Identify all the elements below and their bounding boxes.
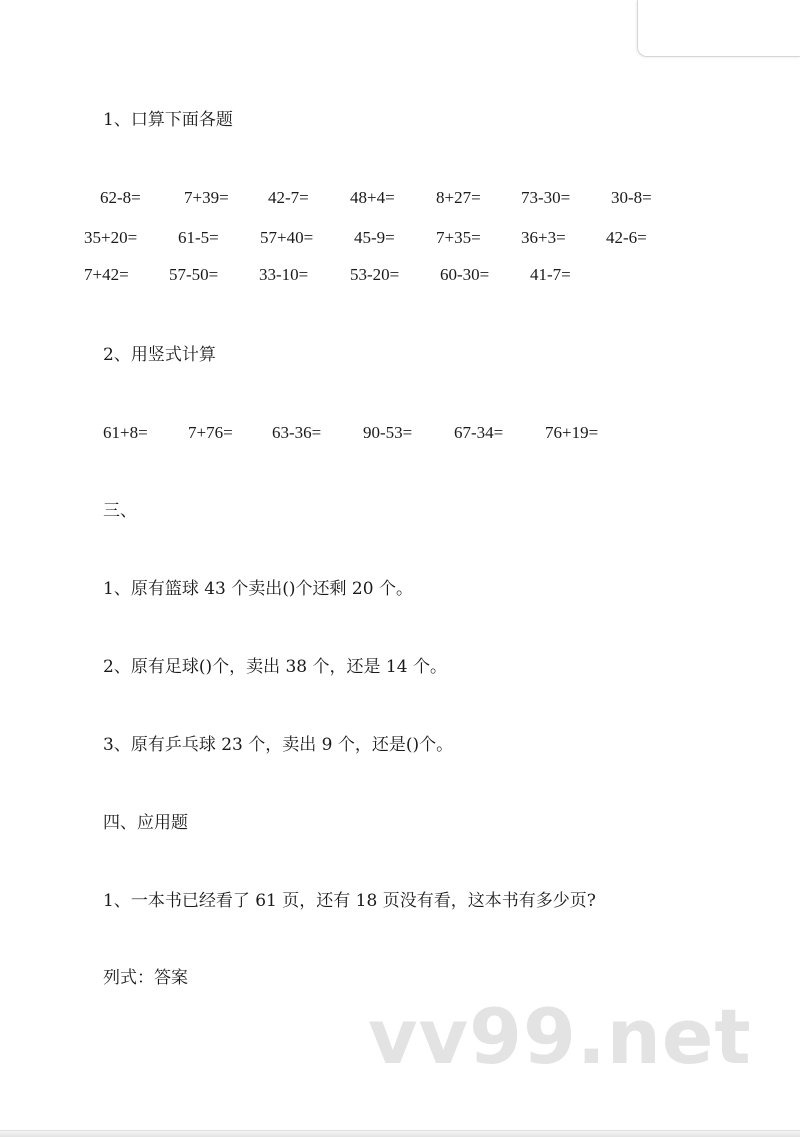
math-item: 8+27= — [436, 188, 481, 207]
page-corner-tab — [637, 0, 800, 57]
fill-question: 1、原有篮球 43 个卖出()个还剩 20 个。 — [103, 579, 413, 599]
watermark-text: vv99.net — [368, 992, 752, 1081]
math-item: 42-7= — [268, 188, 309, 207]
answer-label: 列式：答案 — [103, 968, 188, 988]
math-item: 7+39= — [184, 188, 229, 207]
math-item: 62-8= — [100, 188, 141, 207]
math-item: 7+42= — [84, 265, 129, 284]
math-item: 48+4= — [350, 188, 395, 207]
section1-heading: 1、口算下面各题 — [103, 110, 233, 130]
calc-item: 61+8= — [103, 423, 148, 442]
math-item: 57+40= — [260, 228, 314, 247]
math-item: 41-7= — [530, 265, 571, 284]
math-item: 42-6= — [606, 228, 647, 247]
calc-item: 7+76= — [188, 423, 233, 442]
calc-item: 63-36= — [272, 423, 322, 442]
math-item: 45-9= — [354, 228, 395, 247]
fill-question: 3、原有乒乓球 23 个，卖出 9 个，还是()个。 — [103, 735, 454, 755]
math-item: 30-8= — [611, 188, 652, 207]
word-problem: 1、一本书已经看了 61 页，还有 18 页没有看，这本书有多少页? — [103, 891, 596, 911]
math-item: 53-20= — [350, 265, 400, 284]
math-item: 73-30= — [521, 188, 571, 207]
calc-item: 76+19= — [545, 423, 599, 442]
math-item: 57-50= — [169, 265, 219, 284]
calc-item: 67-34= — [454, 423, 504, 442]
section3-heading: 三、 — [103, 501, 137, 521]
math-item: 60-30= — [440, 265, 490, 284]
calc-item: 90-53= — [363, 423, 413, 442]
math-item: 36+3= — [521, 228, 566, 247]
math-item: 61-5= — [178, 228, 219, 247]
math-item: 33-10= — [259, 265, 309, 284]
section4-heading: 四、应用题 — [103, 813, 188, 833]
fill-question: 2、原有足球()个，卖出 38 个，还是 14 个。 — [103, 657, 447, 677]
math-item: 35+20= — [84, 228, 138, 247]
section2-heading: 2、用竖式计算 — [103, 345, 216, 365]
math-item: 7+35= — [436, 228, 481, 247]
page-bottom-edge — [0, 1130, 800, 1137]
